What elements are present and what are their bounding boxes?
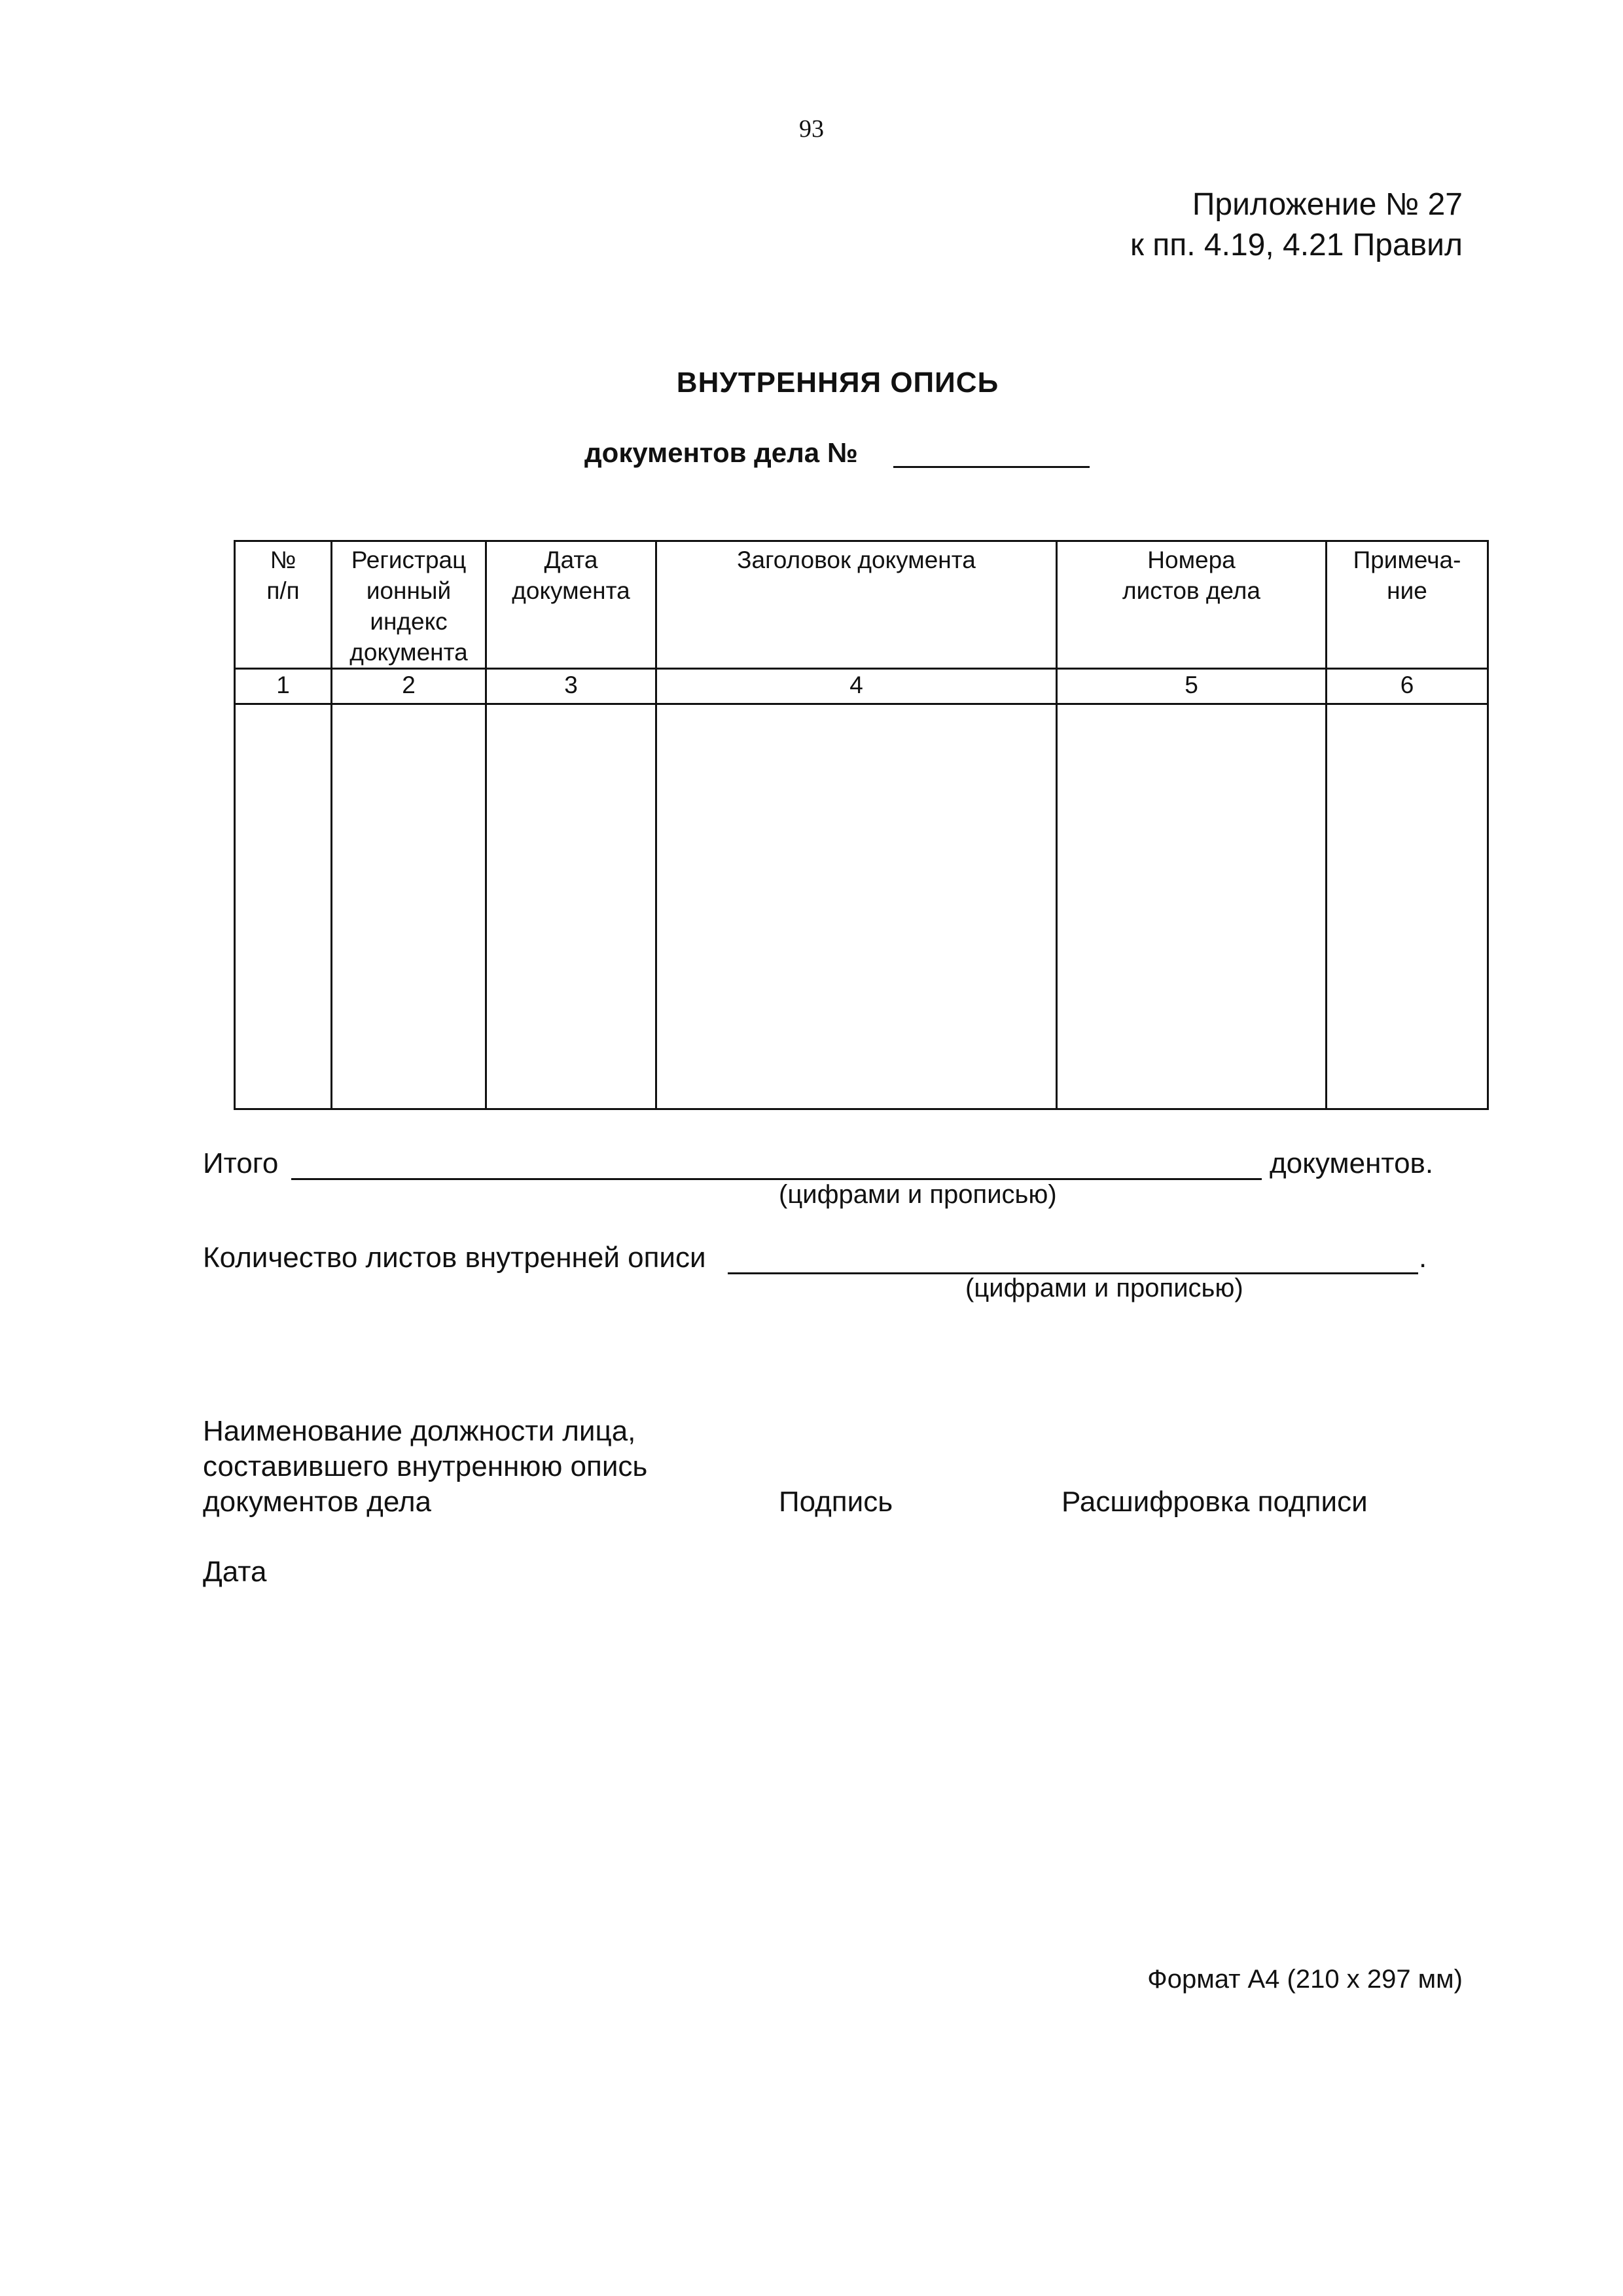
sheets-count-suffix: . [1419, 1242, 1427, 1274]
inventory-table [234, 540, 1489, 1110]
column-number-row [235, 669, 1488, 704]
format-note: Формат А4 (210 х 297 мм) [1147, 1965, 1463, 1994]
date-label: Дата [203, 1556, 267, 1588]
page-number: 93 [799, 115, 824, 143]
column-number: 5 [1057, 669, 1327, 704]
signature-label: Подпись [779, 1486, 893, 1518]
column-number: 2 [332, 669, 486, 704]
document-title: ВНУТРЕННЯЯ ОПИСЬ [676, 367, 999, 399]
document-subtitle: документов дела № [584, 437, 858, 468]
sheets-count-hint: (цифрами и прописью) [965, 1274, 1243, 1302]
total-label: Итого [203, 1147, 279, 1179]
table-cell[interactable] [486, 704, 656, 1109]
column-header: Номера листов дела [1057, 541, 1327, 669]
total-field[interactable] [291, 1178, 1262, 1180]
appendix-number: Приложение № 27 [1192, 187, 1463, 222]
table-row [235, 704, 1488, 1109]
column-number: 1 [235, 669, 332, 704]
table-cell[interactable] [1327, 704, 1488, 1109]
column-number: 6 [1327, 669, 1488, 704]
sheets-count-label: Количество листов внутренней описи [203, 1242, 706, 1274]
table-cell[interactable] [1057, 704, 1327, 1109]
total-suffix: документов. [1270, 1147, 1434, 1179]
column-header: Дата документа [486, 541, 656, 669]
table-cell[interactable] [235, 704, 332, 1109]
column-header: № п/п [235, 541, 332, 669]
table-cell[interactable] [656, 704, 1057, 1109]
case-number-field[interactable] [893, 466, 1090, 468]
appendix-reference [1130, 185, 1463, 266]
total-hint: (цифрами и прописью) [779, 1180, 1057, 1209]
column-header: Заголовок документа [656, 541, 1057, 669]
table-header-row [235, 541, 1488, 669]
column-number: 3 [486, 669, 656, 704]
position-label: Наименование должности лица, составившего внутреннюю опись документов дела [203, 1415, 648, 1518]
signature-decode-label: Расшифровка подписи [1061, 1486, 1368, 1518]
appendix-rules-reference: к пп. 4.19, 4.21 Правил [1130, 228, 1463, 262]
table-cell[interactable] [332, 704, 486, 1109]
column-header: Регистрац ионный индекс документа [332, 541, 486, 669]
column-number: 4 [656, 669, 1057, 704]
column-header: Примеча- ние [1327, 541, 1488, 669]
